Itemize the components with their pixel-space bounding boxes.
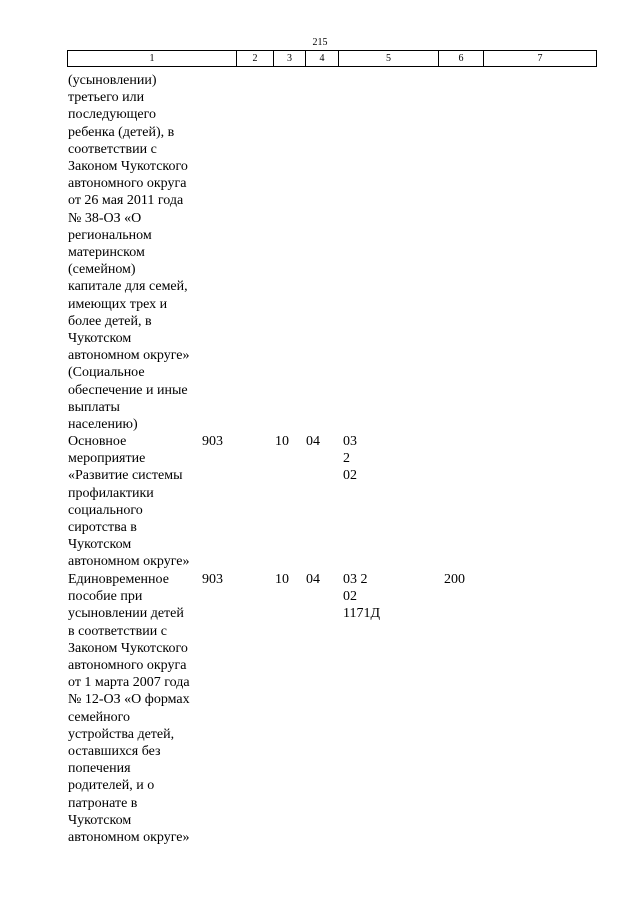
row-name: Единовременное пособие при усыновлении детей в соответствии с Законом Чукотского автономного округа от 1 марта 2007 года № 12-ОЗ «О формах семейного устройства детей, оставшихся без попечения родителей, и о патронате в Чукотском автономном округе» <box>68 572 190 846</box>
expense-type-code: 200 <box>444 572 465 587</box>
header-col-1: 1 <box>68 51 237 67</box>
header-col-3: 3 <box>274 51 306 67</box>
section-code: 10 <box>275 572 289 587</box>
subsection-code: 04 <box>306 434 320 449</box>
section-code: 10 <box>275 434 289 449</box>
row-name: (усыновлении) третьего или последующего ребенка (детей), в соответствии с Законом Чукотского автономного округа от 26 мая 2011 года № 38-ОЗ «О региональном материнском (семейном) капитале для семей, имеющих трех и более детей, в Чукотском автономном округе» (Социальное обеспечение и иные выплаты населению) <box>68 73 190 433</box>
ministry-code: 903 <box>202 434 223 449</box>
header-col-6: 6 <box>439 51 484 67</box>
row-name: Основное мероприятие «Развитие системы профилактики социального сиротства в Чукотском автономном округе» <box>68 434 190 570</box>
target-article-code: 03 2 02 1171Д <box>343 572 381 622</box>
ministry-code: 903 <box>202 572 223 587</box>
header-col-7: 7 <box>484 51 597 67</box>
column-number-header <box>67 50 597 67</box>
page-number: 215 <box>312 37 328 48</box>
header-col-2: 2 <box>237 51 274 67</box>
header-col-5: 5 <box>339 51 439 67</box>
header-col-4: 4 <box>306 51 339 67</box>
target-article-code: 03 2 02 <box>343 434 357 484</box>
subsection-code: 04 <box>306 572 320 587</box>
